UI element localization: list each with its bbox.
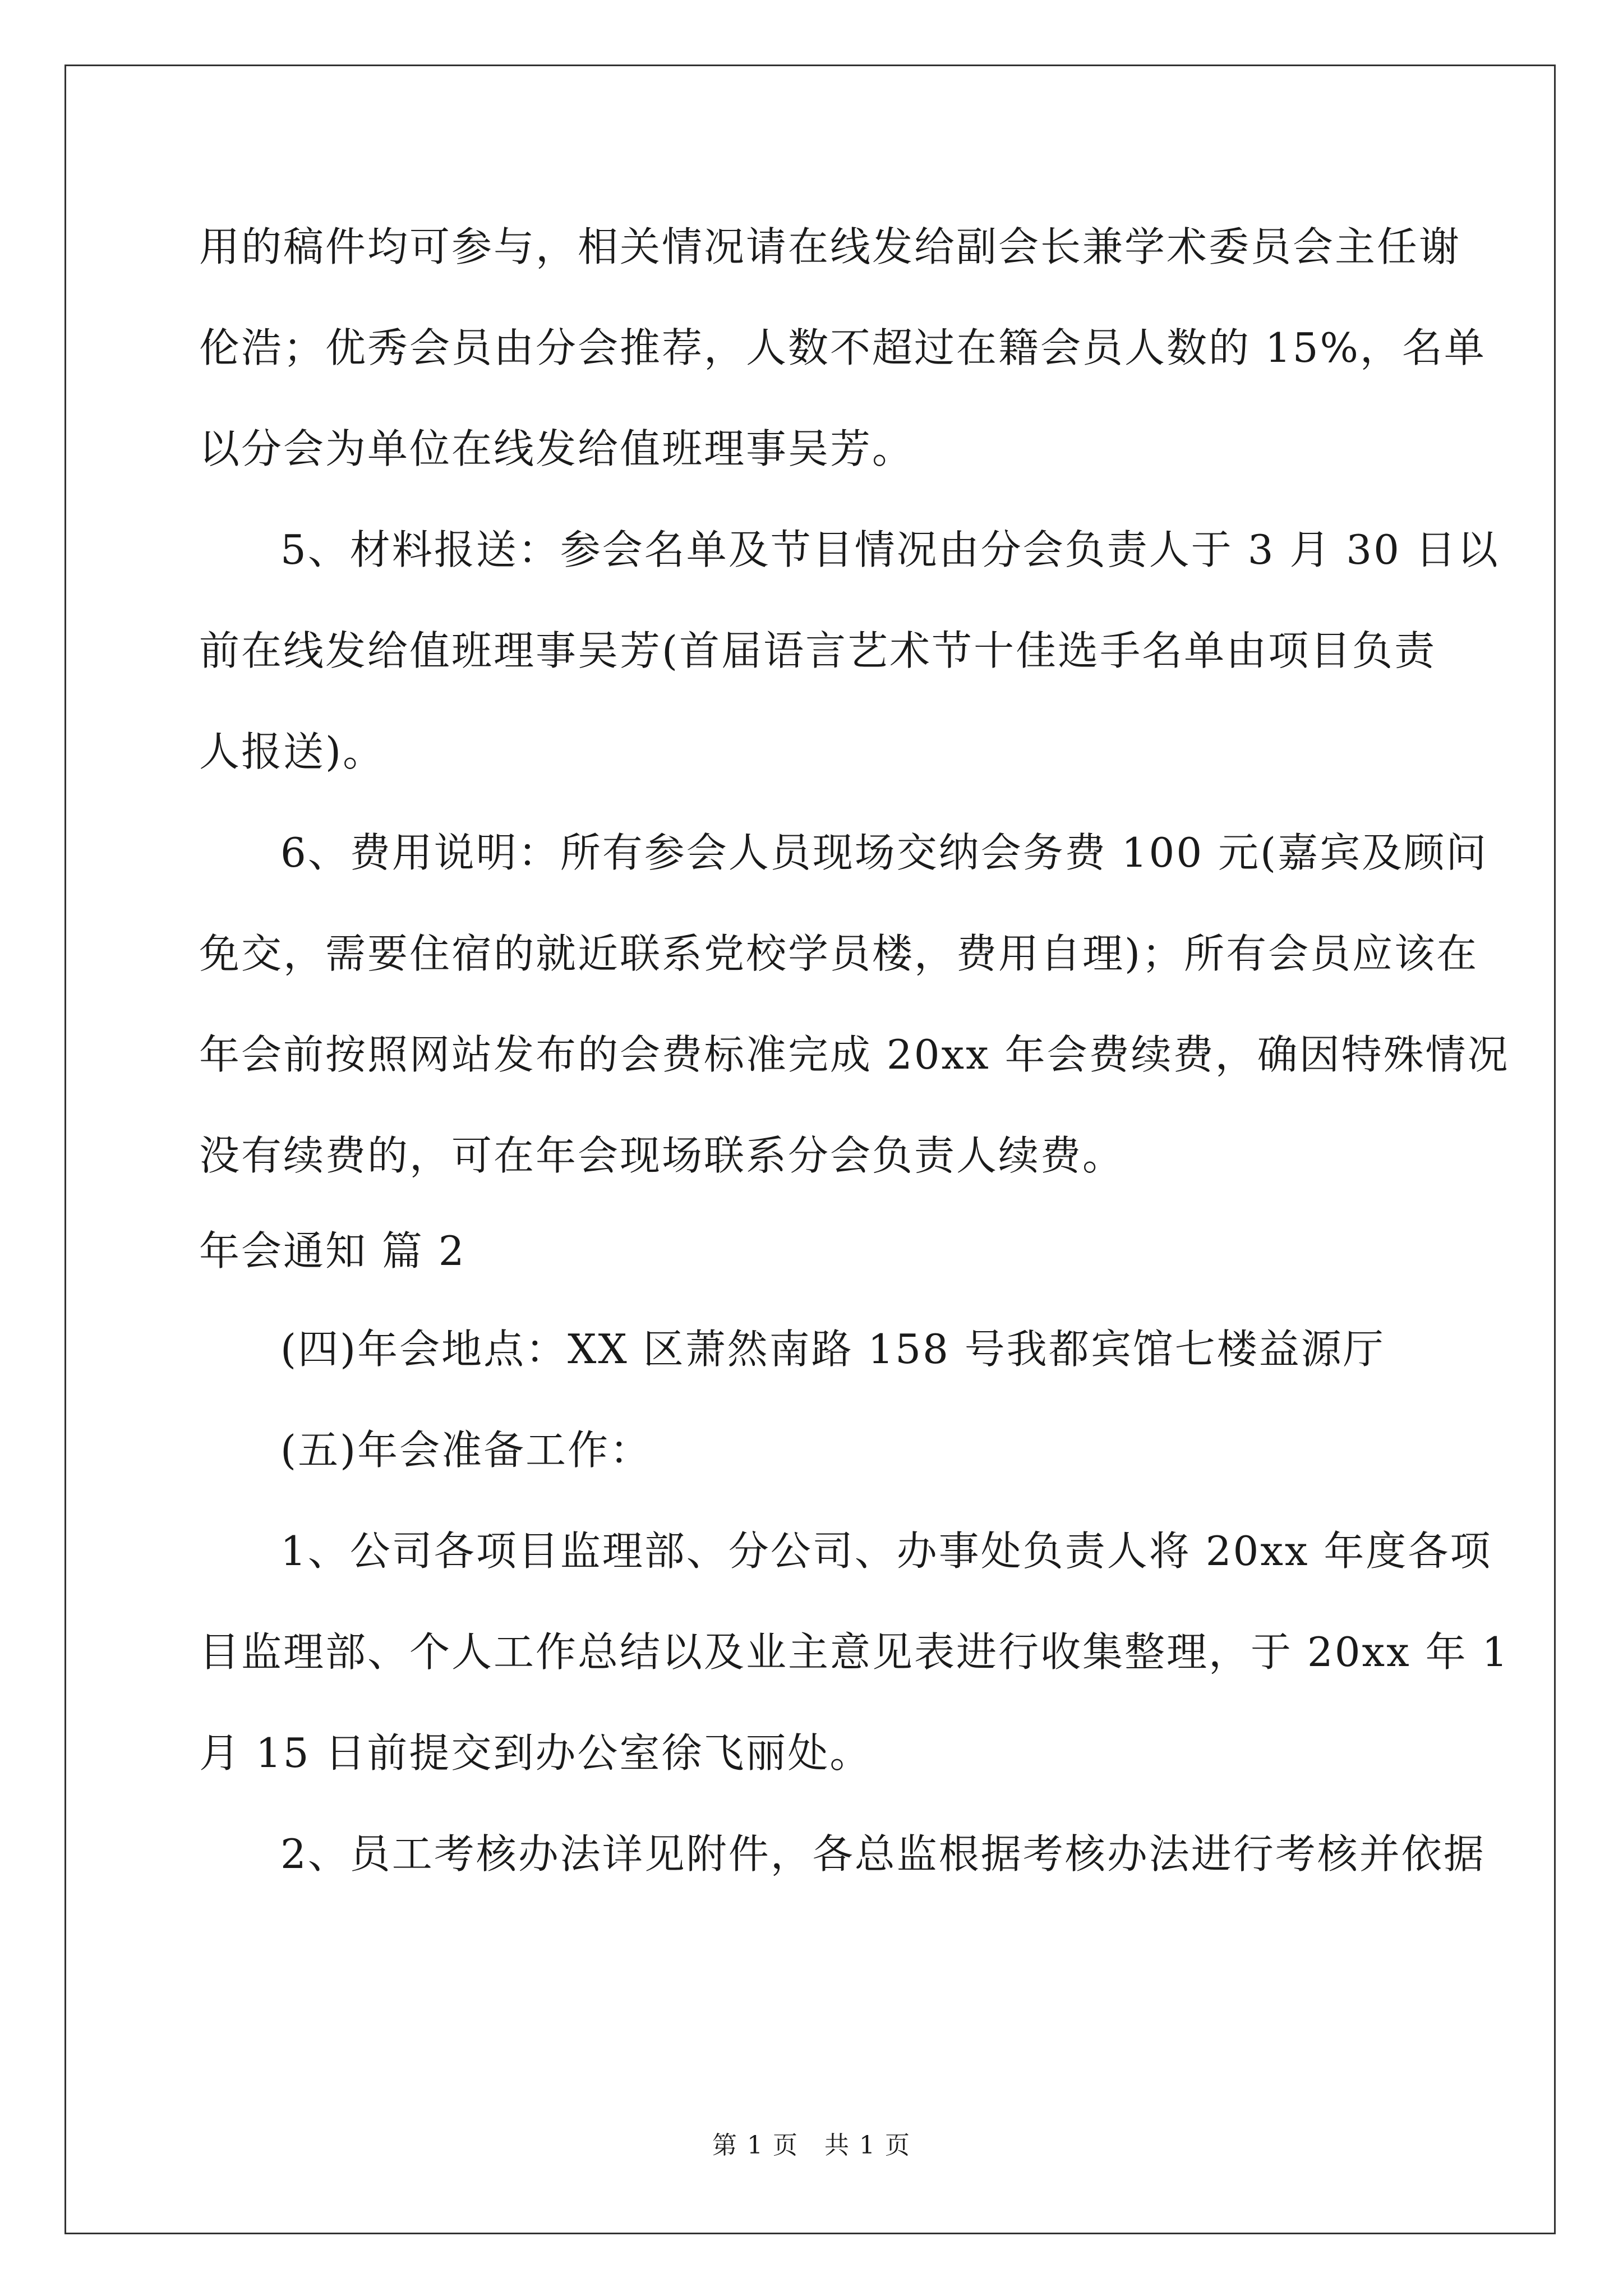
section-heading: 年会通知 篇 2 (199, 1227, 466, 1274)
text-line: 没有续费的，可在年会现场联系分会负责人续费。 (199, 1132, 1125, 1179)
text-line: 用的稿件均可参与，相关情况请在线发给副会长兼学术委员会主任谢 (199, 223, 1461, 270)
text-line: 1、公司各项目监理部、分公司、办事处负责人将 20xx 年度各项 (280, 1527, 1492, 1575)
text-line: 人报送)。 (199, 728, 385, 775)
text-line: 年会前按照网站发布的会费标准完成 20xx 年会费续费，确因特殊情况 (199, 1031, 1510, 1078)
text-line: 免交，需要住宿的就近联系党校学员楼，费用自理)；所有会员应该在 (199, 930, 1479, 977)
paragraph-5-start: 5、材料报送：参会名单及节目情况由分会负责人于 3 月 30 日以 (280, 526, 1500, 573)
text-line: 前在线发给值班理事吴芳(首届语言艺术节十佳选手名单由项目负责 (199, 627, 1437, 674)
text-line: (四)年会地点：XX 区萧然南路 158 号我都宾馆七楼益源厅 (280, 1326, 1385, 1373)
text-line: 2、员工考核办法详见附件，各总监根据考核办法进行考核并依据 (280, 1830, 1486, 1878)
text-line: 目监理部、个人工作总结以及业主意见表进行收集整理，于 20xx 年 1 (199, 1628, 1510, 1676)
text-line: 以分会为单位在线发给值班理事吴芳。 (199, 425, 915, 472)
paragraph-6-start: 6、费用说明：所有参会人员现场交纳会务费 100 元(嘉宾及顾问 (280, 829, 1488, 876)
text-line: (五)年会准备工作： (280, 1427, 652, 1474)
page-number-footer: 第 1 页 共 1 页 (712, 2131, 911, 2160)
text-line: 伦浩；优秀会员由分会推荐，人数不超过在籍会员人数的 15%，名单 (199, 324, 1486, 371)
text-line: 月 15 日前提交到办公室徐飞丽处。 (199, 1729, 872, 1777)
